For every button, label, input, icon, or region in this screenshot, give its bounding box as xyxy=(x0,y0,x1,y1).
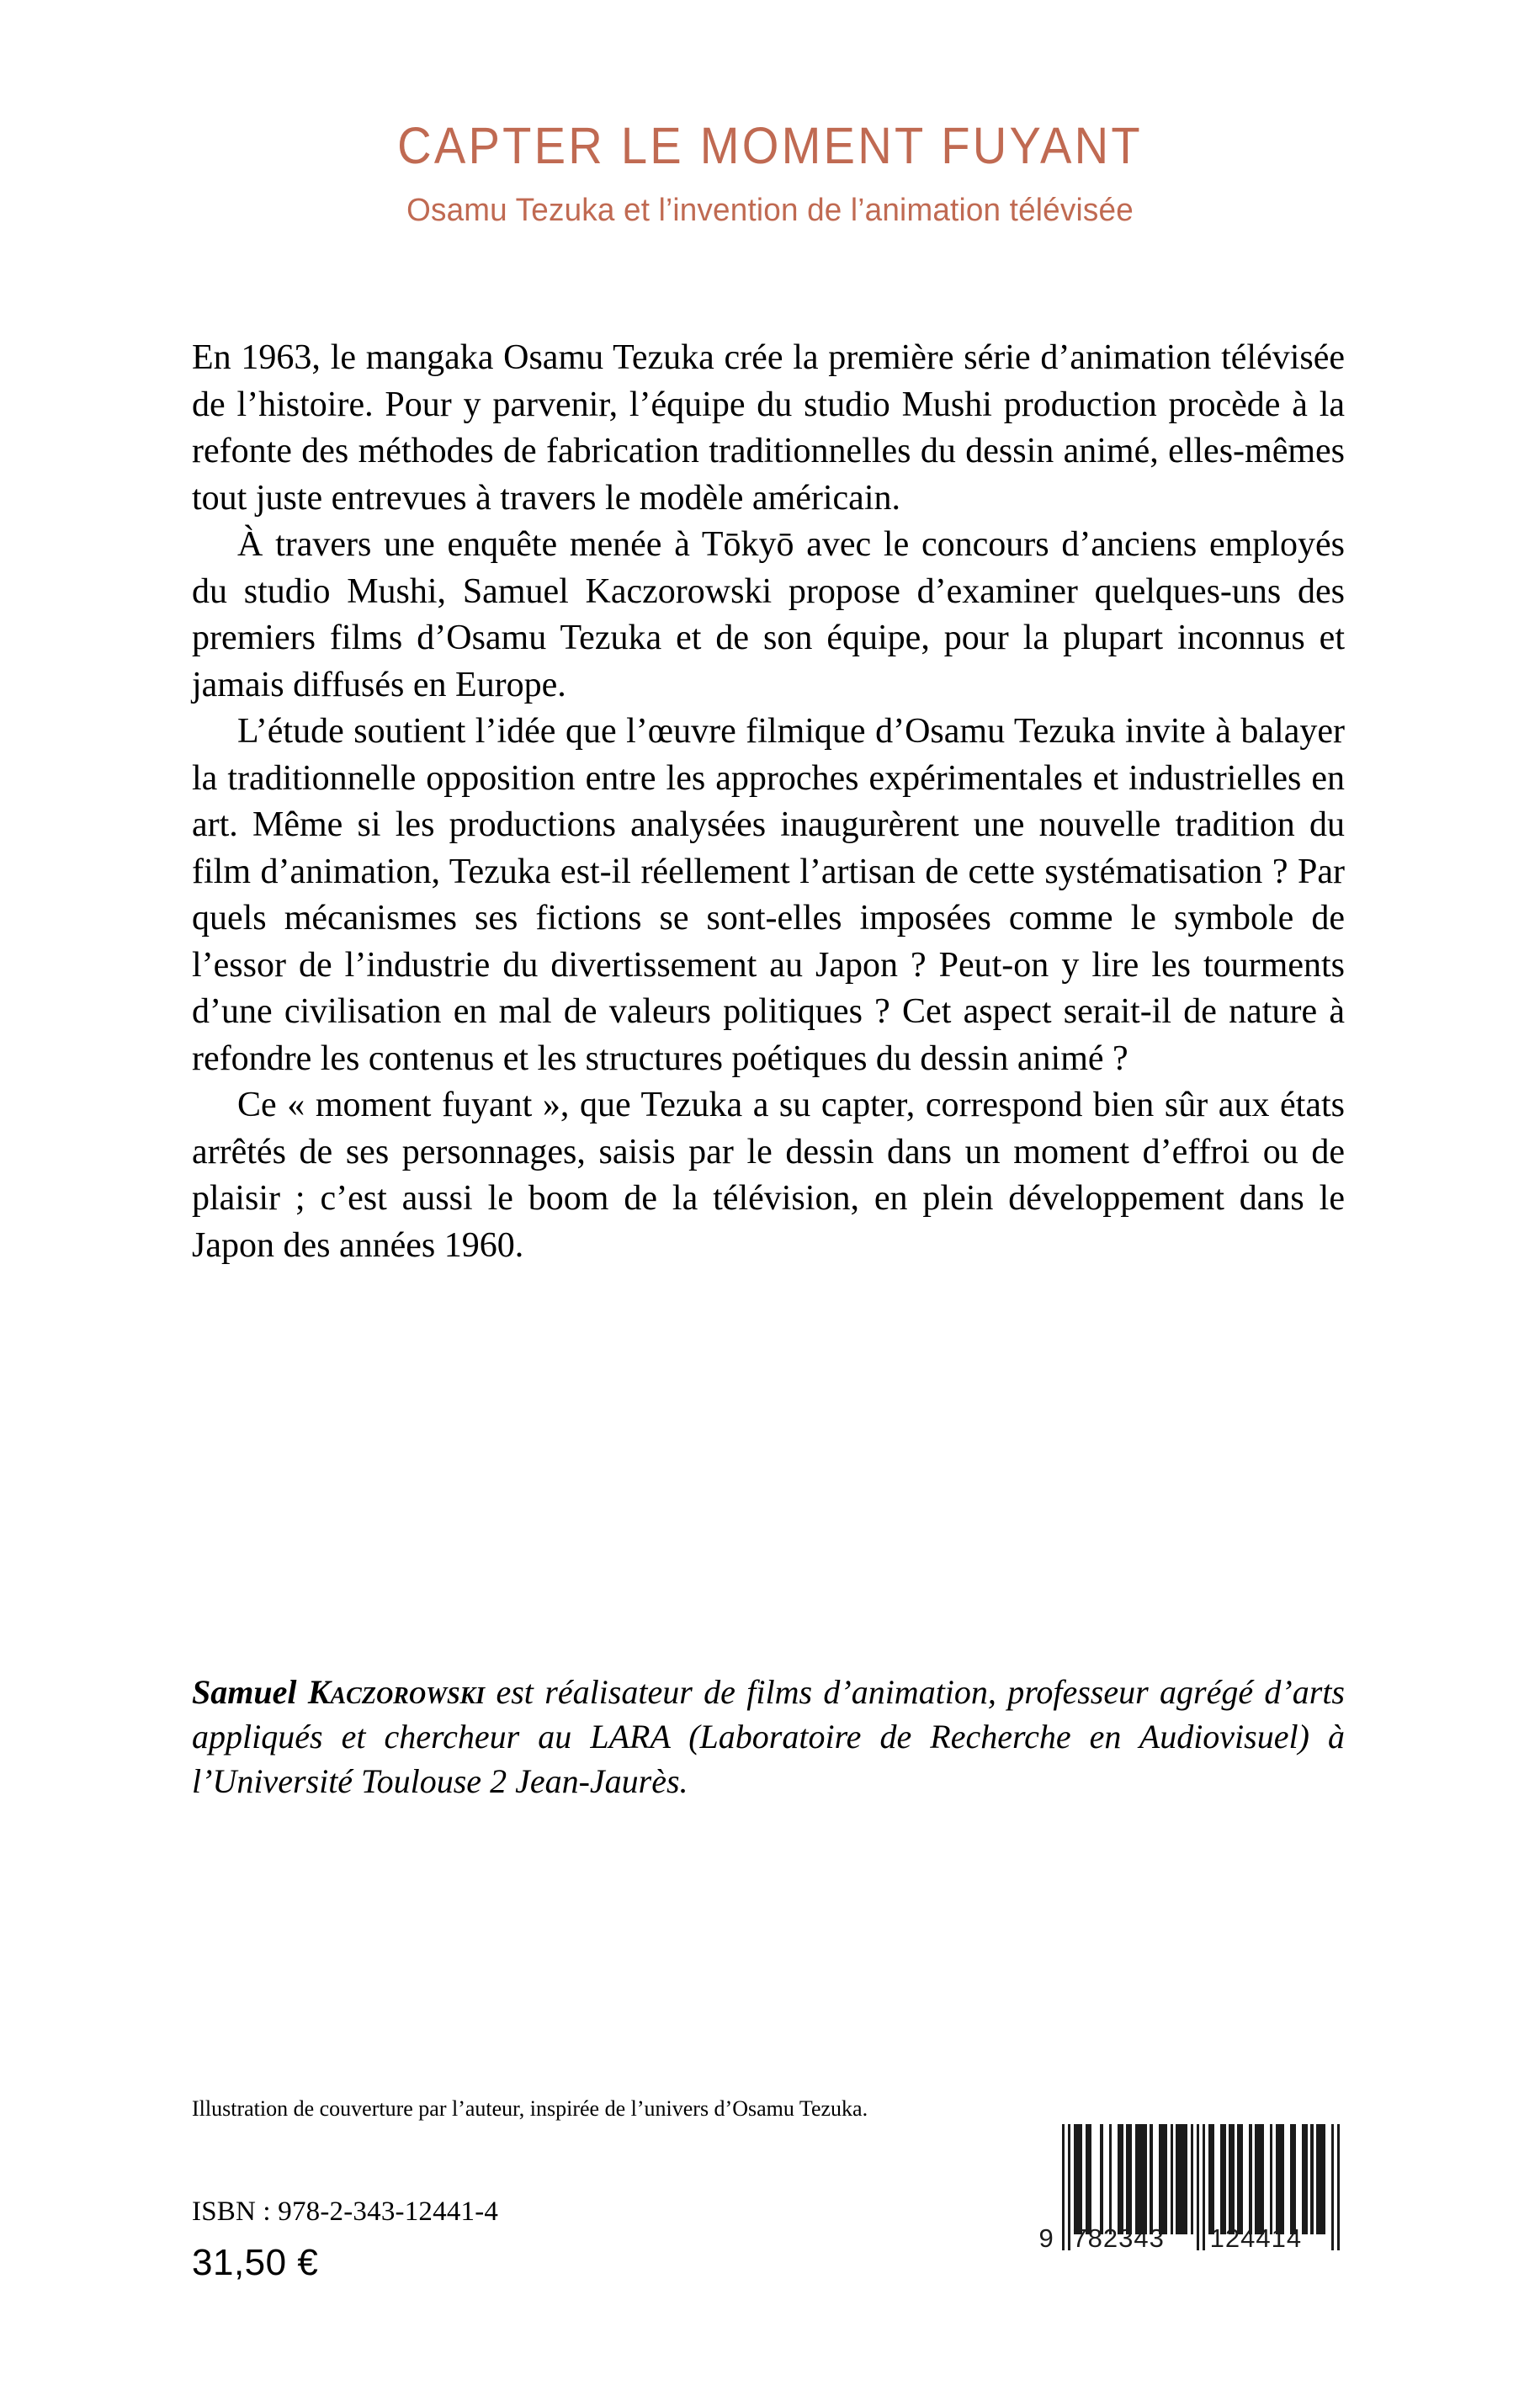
barcode-digits-left-group: 782343 xyxy=(1072,2223,1165,2253)
page-title: CAPTER LE MOMENT FUYANT xyxy=(397,117,1143,174)
barcode-bar xyxy=(1220,2124,1226,2234)
barcode-bar xyxy=(1255,2124,1263,2234)
barcode-bar xyxy=(1159,2124,1167,2234)
paragraph-3: L’étude soutient l’idée que l’œuvre filmique d’Osamu Tezuka invite à balayer la traditionnelle opposition entre les approches expérimentales et industrielles en art. Même si les productions analysées inaugurèrent une nouvelle tradition du film d’animation, Tezuka est-il réellement l’artisan de cette systématisation ? Par quels mécanismes ses fictions se sont-elles imposées comme le symbole de l’essor de l’industrie du divertissement au Japon ? Peut-on y lire les tourments d’une civilisation en mal de valeurs politiques ? Cet aspect serait-il de nature à refondre les contenus et les structures poétiques du dessin animé ? xyxy=(192,712,1345,1078)
author-last-name: Kaczorowski xyxy=(307,1673,486,1711)
barcode-digits xyxy=(1038,2223,1340,2257)
barcode-bar xyxy=(1276,2124,1284,2234)
paragraph-4: Ce « moment fuyant », que Tezuka a su capter, correspond bien sûr aux états arrêtés de ses personnages, saisis par le dessin dans un moment d’effroi ou de plaisir ; c’est aussi le boom de la télévision, en plein développement dans le Japon des années 1960. xyxy=(192,1086,1345,1265)
price-text: 31,50 € xyxy=(192,2242,319,2283)
barcode-bar xyxy=(1118,2124,1123,2234)
barcode-bar xyxy=(1270,2124,1272,2234)
illustration-credit: Illustration de couverture par l’auteur, inspirée de l’univers d’Osamu Tezuka. xyxy=(192,2096,868,2121)
paragraph-1: En 1963, le mangaka Osamu Tezuka crée la première série d’animation télévisée de l’histoire. Pour y parvenir, l’équipe du studio Mushi production procède à la refonte des méthodes de fabrication traditionnelles du dessin animé, elles-mêmes tout juste entrevues à travers le modèle américain. xyxy=(192,338,1345,518)
barcode-digit-left: 9 xyxy=(1038,2223,1054,2253)
title-block xyxy=(0,118,1540,229)
barcode-bar xyxy=(1171,2124,1173,2234)
barcode-bar xyxy=(1316,2124,1325,2234)
barcode-bar xyxy=(1150,2124,1152,2234)
barcode-bar xyxy=(1310,2124,1313,2234)
barcode-bar xyxy=(1302,2124,1308,2234)
barcode-bar xyxy=(1109,2124,1112,2234)
barcode-bar xyxy=(1176,2124,1187,2234)
author-bio-text: est réalisateur de films d’animation, professeur agrégé d’arts appliqués et chercheur au LARA (Laboratoire de Recherche en Audiovisuel) à l’Université Toulouse 2 Jean-Jaurès. xyxy=(192,1673,1345,1800)
barcode-bar xyxy=(1229,2124,1235,2234)
page-subtitle: Osamu Tezuka et l’invention de l’animation télévisée xyxy=(406,193,1134,229)
barcode-bar xyxy=(1086,2124,1091,2234)
barcode-bar xyxy=(1135,2124,1147,2234)
barcode-bar xyxy=(1074,2124,1082,2234)
author-first-name: Samuel xyxy=(192,1673,308,1711)
barcode-bar xyxy=(1290,2124,1296,2234)
barcode-bar xyxy=(1249,2124,1251,2234)
author-bio xyxy=(192,1670,1345,1803)
blurb-text xyxy=(192,335,1345,1269)
barcode xyxy=(1038,2124,1340,2280)
barcode-digits-right-group: 124414 xyxy=(1209,2223,1303,2253)
isbn-text: ISBN : 978-2-343-12441-4 xyxy=(192,2196,499,2227)
barcode-bar xyxy=(1208,2124,1214,2234)
barcode-bar xyxy=(1237,2124,1243,2234)
paragraph-2: À travers une enquête menée à Tōkyō avec le concours d’anciens employés du studio Mushi, Samuel Kaczorowski propose d’examiner quelques-uns des premiers films d’Osamu Tezuka et de son équipe, pour la plupart inconnus et jamais diffusés en Europe. xyxy=(192,525,1345,704)
barcode-bar xyxy=(1191,2124,1193,2234)
barcode-bar xyxy=(1126,2124,1132,2234)
barcode-bar xyxy=(1100,2124,1102,2234)
